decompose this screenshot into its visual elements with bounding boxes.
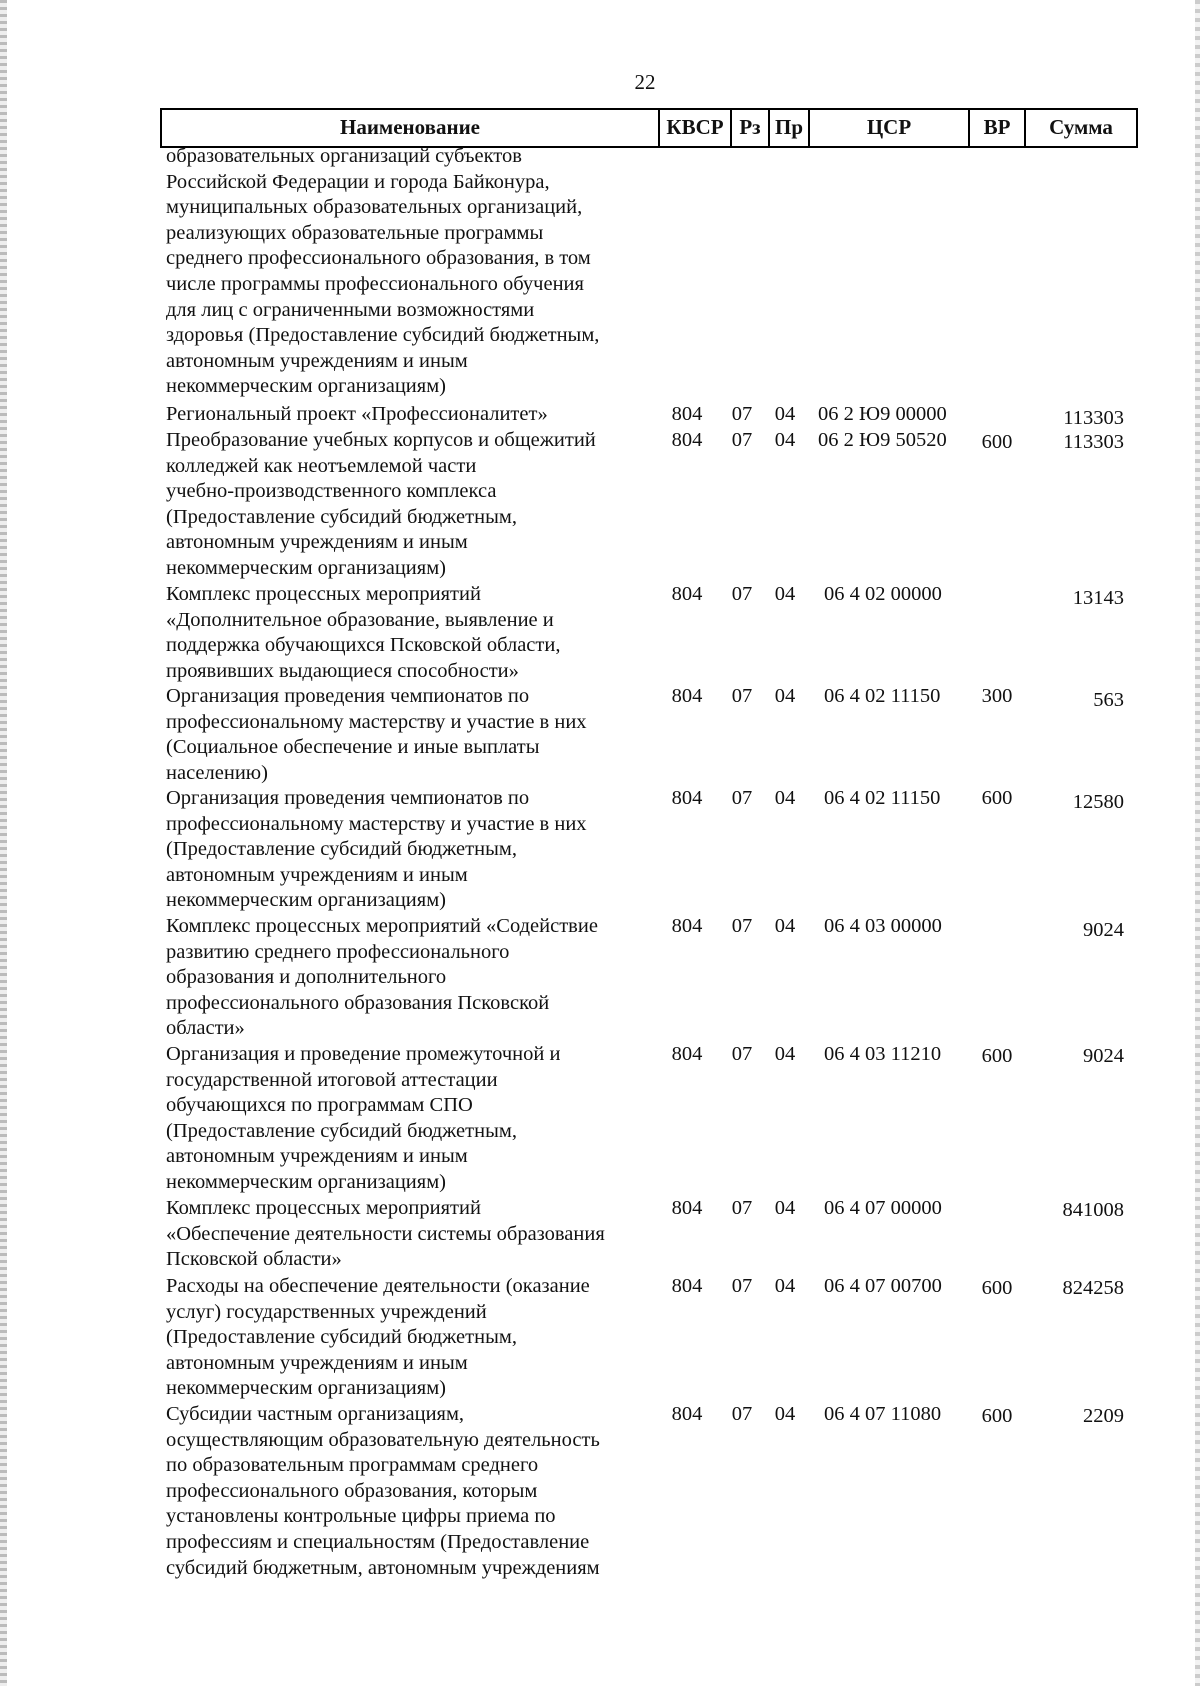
row-name: Расходы на обеспечение деятельности (оказание услуг) государственных учреждений (Предоставление субсидий бюджетным, автономным учреждениям и иным некоммерческим организациям) [166,1275,590,1400]
row-csr: 06 4 02 11150 [824,787,941,809]
row-pr: 04 [774,787,796,809]
row-name: Региональный проект «Профессионалитет» [166,403,548,425]
row-pr: 04 [774,685,796,707]
row-kvsr: 804 [671,1197,703,1219]
header-kvsr: КВСР [658,110,730,146]
row-kvsr: 804 [671,583,703,605]
row-pr: 04 [774,583,796,605]
row-sum: 9024 [1083,919,1124,941]
row-pr: 04 [774,1197,796,1219]
scan-edge-left [0,0,7,1686]
page-number: 22 [634,70,656,94]
row-pr: 04 [774,915,796,937]
row-csr: 06 4 07 11080 [824,1403,942,1425]
row-rz: 07 [731,1043,753,1065]
row-name: Субсидии частным организациям, осуществляющим образовательную деятельность по образовательным программам среднего профессионального образования, которым установлены контрольные цифры приема по профессиям и специальностям (Предоставление субсидий бюджетным, автономным учреждениям [166,1403,600,1579]
row-name: Преобразование учебных корпусов и общежитий колледжей как неотъемлемой части учебно-производственного комплекса (Предоставление субсидий бюджетным, автономным учреждениям и иным некоммерческим организациям) [166,429,596,579]
row-sum: 113303 [1063,407,1124,429]
row-sum: 12580 [1072,791,1124,813]
row-kvsr: 804 [671,1275,703,1297]
row-sum: 9024 [1083,1045,1124,1067]
row-sum: 13143 [1072,587,1124,609]
row-kvsr: 804 [671,915,703,937]
row-rz: 07 [731,685,753,707]
header-pr: Пр [768,110,808,146]
row-rz: 07 [731,1197,753,1219]
row-rz: 07 [731,429,753,451]
row-csr: 06 2 Ю9 00000 [818,403,947,425]
header-csr: ЦСР [808,110,968,146]
row-pr: 04 [774,1403,796,1425]
row-vr: 600 [981,1405,1013,1427]
row-name: Комплекс процессных мероприятий «Обеспечение деятельности системы образования Псковской области» [166,1197,605,1271]
row-kvsr: 804 [671,1043,703,1065]
row-name: образовательных организаций субъектов Российской Федерации и города Байконура, муниципальных образовательных организаций, реализующих образовательные программы среднего профессионального образования, в том числе программы профессионального обучения для лиц с ограниченными возможностями здоровья (Предоставление субсидий бюджетным, автономным учреждениям и иным некоммерческим организациям) [166,145,600,398]
row-vr: 600 [981,787,1013,809]
row-name: Комплекс процессных мероприятий «Содействие развитию среднего профессионального образования и дополнительного профессионального образования Псковской области» [166,915,598,1040]
row-pr: 04 [774,1275,796,1297]
table-header [160,108,1138,148]
row-kvsr: 804 [671,787,703,809]
row-csr: 06 4 03 11210 [824,1043,942,1065]
row-name: Организация и проведение промежуточной и государственной итоговой аттестации обучающихся по программам СПО (Предоставление субсидий бюджетным, автономным учреждениям и иным некоммерческим организациям) [166,1043,561,1193]
row-rz: 07 [731,583,753,605]
row-kvsr: 804 [671,403,703,425]
row-csr: 06 4 02 11150 [824,685,941,707]
row-kvsr: 804 [671,1403,703,1425]
row-rz: 07 [731,403,753,425]
header-sum: Сумма [1024,110,1138,146]
row-sum: 2209 [1083,1405,1124,1427]
row-kvsr: 804 [671,429,703,451]
row-name: Организация проведения чемпионатов по профессиональному мастерству и участие в них (Социальное обеспечение и иные выплаты населению) [166,685,587,784]
row-name: Комплекс процессных мероприятий «Дополнительное образование, выявление и поддержка обучающихся Псковской области, проявивших выдающиеся способности» [166,583,561,682]
header-vr: ВР [968,110,1024,146]
row-rz: 07 [731,787,753,809]
row-rz: 07 [731,915,753,937]
row-name: Организация проведения чемпионатов по профессиональному мастерству и участие в них (Предоставление субсидий бюджетным, автономным учреждениям и иным некоммерческим организациям) [166,787,587,912]
row-kvsr: 804 [671,685,703,707]
row-rz: 07 [731,1403,753,1425]
row-csr: 06 4 03 00000 [824,915,942,937]
row-vr: 600 [981,431,1013,453]
row-rz: 07 [731,1275,753,1297]
row-pr: 04 [774,429,796,451]
header-rz: Рз [730,110,768,146]
row-sum: 824258 [1062,1277,1124,1299]
scan-edge-right [1195,0,1200,1686]
row-pr: 04 [774,403,796,425]
row-vr: 600 [981,1277,1013,1299]
header-name: Наименование [160,110,658,146]
row-csr: 06 4 02 00000 [824,583,942,605]
row-csr: 06 4 07 00000 [824,1197,942,1219]
row-sum: 563 [1093,689,1124,711]
row-sum: 113303 [1063,431,1124,453]
row-pr: 04 [774,1043,796,1065]
row-csr: 06 4 07 00700 [824,1275,942,1297]
row-csr: 06 2 Ю9 50520 [818,429,947,451]
row-vr: 600 [981,1045,1013,1067]
row-vr: 300 [981,685,1013,707]
row-sum: 841008 [1062,1199,1124,1221]
